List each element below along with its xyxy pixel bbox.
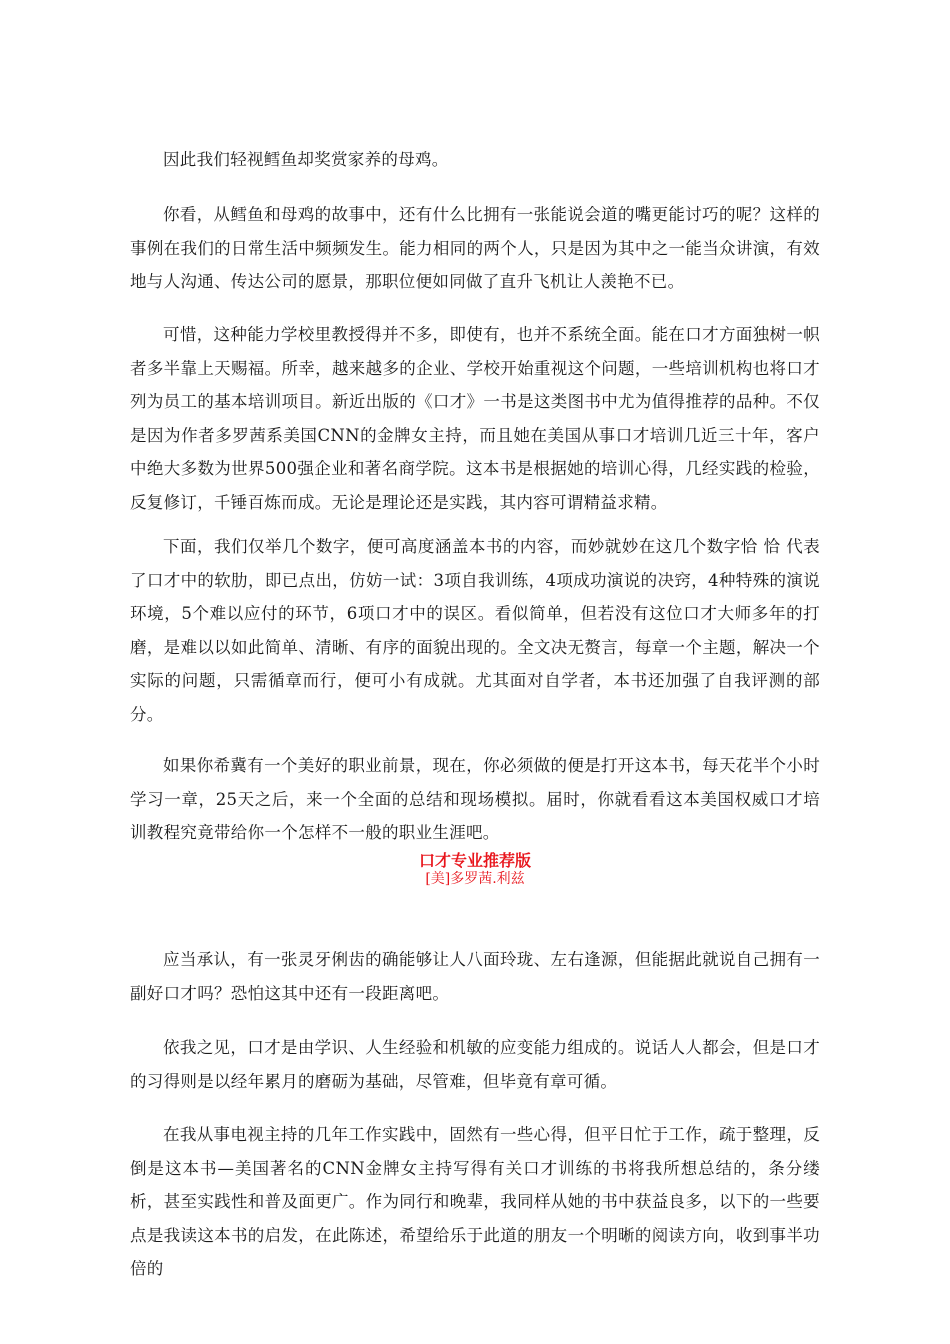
paragraph-host-experience: 在我从事电视主持的几年工作实践中，固然有一些心得，但平日忙于工作，疏于整理，反倒是这本书—美国著名的CNN金牌女主持写得有关口才训练的书将我所想总结的，条分缕析，甚至实践性和普及面更广。作为同行和晚辈，我同样从她的书中获益良多，以下的一些要点是我读这本书的启发，在此陈述，希望给乐于此道的朋友一个明晰的阅读方向，收到事半功倍的: [130, 1125, 820, 1278]
paragraph-book-introduction: 可惜，这种能力学校里教授得并不多，即使有，也并不系统全面。能在口才方面独树一帜者多半靠上天赐福。所幸，越来越多的企业、学校开始重视这个问题，一些培训机构也将口才列为员工的基本培训项目。新近出版的《口才》一书是这类图书中尤为值得推荐的品种。不仅是因为作者多罗茜系美国CNN的金牌女主持，而且她在美国从事口才培训几近三十年，客户中绝大多数为世界500强企业和著名商学院。这本书是根据她的培训心得，几经实践的检验，反复修订，千锤百炼而成。无论是理论还是实践，其内容可谓精益求精。: [130, 325, 820, 512]
paragraph-eloquence-admission: 应当承认，有一张灵牙俐齿的确能够让人八面玲珑、左右逢源，但能据此就说自己拥有一副好口才吗？恐怕这其中还有一段距离吧。: [130, 950, 820, 1003]
paragraph-book-numbers: 下面，我们仅举几个数字，便可高度涵盖本书的内容，而妙就妙在这几个数字恰 恰 代表了口才中的软肋，即已点出，仿妨一试：3项自我训练，4项成功演说的决窍，4种特殊的演说环境，5个难以应付的环节，6项口才中的误区。看似简单，但若没有这位口才大师多年的打磨，是难以以如此简单、清晰、有序的面貌出现的。全文决无赘言，每章一个主题，解决一个实际的问题，只需循章而行，便可小有成就。尤其面对自学者，本书还加强了自我评测的部分。: [130, 537, 820, 724]
author-byline: [美]多罗茜.利兹: [425, 871, 525, 887]
paragraph-eloquence-definition: 依我之见，口才是由学识、人生经验和机敏的应变能力组成的。说话人人都会，但是口才的习得则是以经年累月的磨砺为基础，尽管难，但毕竟有章可循。: [130, 1038, 820, 1091]
paragraph-eloquence-advantage: 你看，从鳕鱼和母鸡的故事中，还有什么比拥有一张能说会道的嘴更能讨巧的呢？这样的事例在我们的日常生活中频频发生。能力相同的两个人，只是因为其中之一能当众讲演，有效地与人沟通、传达公司的愿景，那职位便如同做了直升飞机让人羡艳不已。: [130, 205, 820, 291]
section-heading: 口才专业推荐版: [418, 851, 531, 870]
paragraph-cod-and-hen: 因此我们轻视鳕鱼却奖赏家养的母鸡。: [163, 150, 449, 169]
paragraph-career-prospect: 如果你希冀有一个美好的职业前景，现在，你必须做的便是打开这本书，每天花半个小时学习一章，25天之后，来一个全面的总结和现场模拟。届时，你就看看这本美国权威口才培训教程究竟带给你一个怎样不一般的职业生涯吧。: [130, 756, 820, 842]
